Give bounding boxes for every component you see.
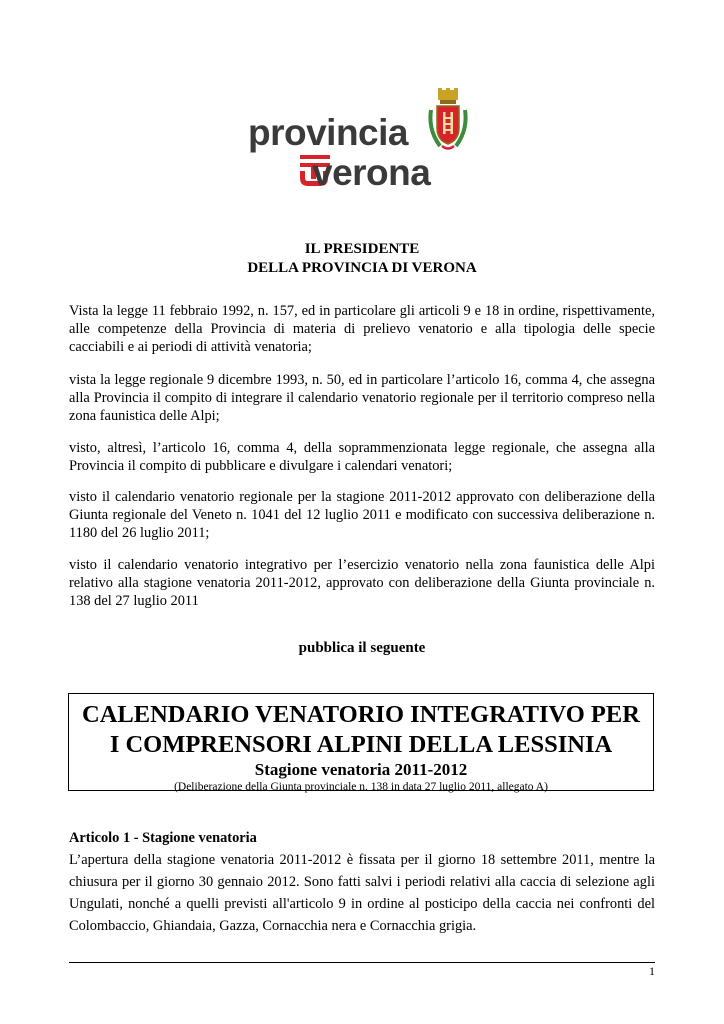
logo-text-provincia: provincia [248,112,408,153]
calendar-title-line-1: CALENDARIO VENATORIO INTEGRATIVO PER [82,701,640,728]
season-subtitle: Stagione venatoria 2011-2012 [254,760,468,779]
paragraph-5: visto il calendario venatorio integrativo per l’esercizio venatorio nella zona faunistica delle Alpi relativo alla stagione venatoria 2011-2012, approvato con deliberazione della Giunta provinciale n. 138 del 27 luglio 2011 [69,557,655,609]
heading-line-2: DELLA PROVINCIA DI VERONA [247,260,477,276]
publishes-line: pubblica il seguente [298,640,426,656]
article-1-title: Articolo 1 - Stagione venatoria [69,830,257,846]
article-1-body: L’apertura della stagione venatoria 2011-2012 è fissata per il giorno 18 settembre 2011, mentre la chiusura per il giorno 30 gennaio 2012. Sono fatti salvi i periodi relativi alla caccia di selezione agli Ungulati, nonché a quelli previsti all'articolo 9 in ordine al posticipo della caccia nei confronti del Colombaccio, Ghiandaia, Gazza, Cornacchia nera e Cornacchia grigia. [69,852,655,934]
paragraph-4: visto il calendario venatorio regionale per la stagione 2011-2012 approvato con deliberazione della Giunta regionale del Veneto n. 1041 del 12 luglio 2011 e modificato con successiva deliberazione n. 1180 del 26 luglio 2011; [69,489,655,541]
heading-line-1: IL PRESIDENTE [304,241,420,257]
deliberation-note: (Deliberazione della Giunta provinciale n. 138 in data 27 luglio 2011, allegato A) [174,781,548,793]
calendar-title-box [68,693,654,791]
paragraph-1: Vista la legge 11 febbraio 1992, n. 157, ed in particolare gli articoli 9 e 18 in ordine, rispettivamente, alle competenze della Provincia di materia di prelievo venatorio e alla tipologia delle specie cacciabili e ai periodi di attività venatoria; [69,303,655,355]
page-number: 1 [649,964,655,978]
footer-divider [69,962,655,963]
paragraph-3: visto, altresì, l’articolo 16, comma 4, della soprammenzionata legge regionale, che assegna alla Provincia il compito di pubblicare e divulgare i calendari venatori; [69,440,655,474]
logo-text-verona: verona [312,152,431,193]
crest-icon [428,88,468,152]
calendar-title [69,700,653,760]
provincia-verona-logo [246,88,471,192]
president-heading [69,240,655,278]
paragraph-2: vista la legge regionale 9 dicembre 1993, n. 50, ed in particolare l’articolo 16, comma 4, che assegna alla Provincia il compito di integrare il calendario venatorio regionale per il territorio compreso nella zona faunistica delle Alpi; [69,372,655,424]
calendar-title-line-2: I COMPRENSORI ALPINI DELLA LESSINIA [109,731,613,758]
